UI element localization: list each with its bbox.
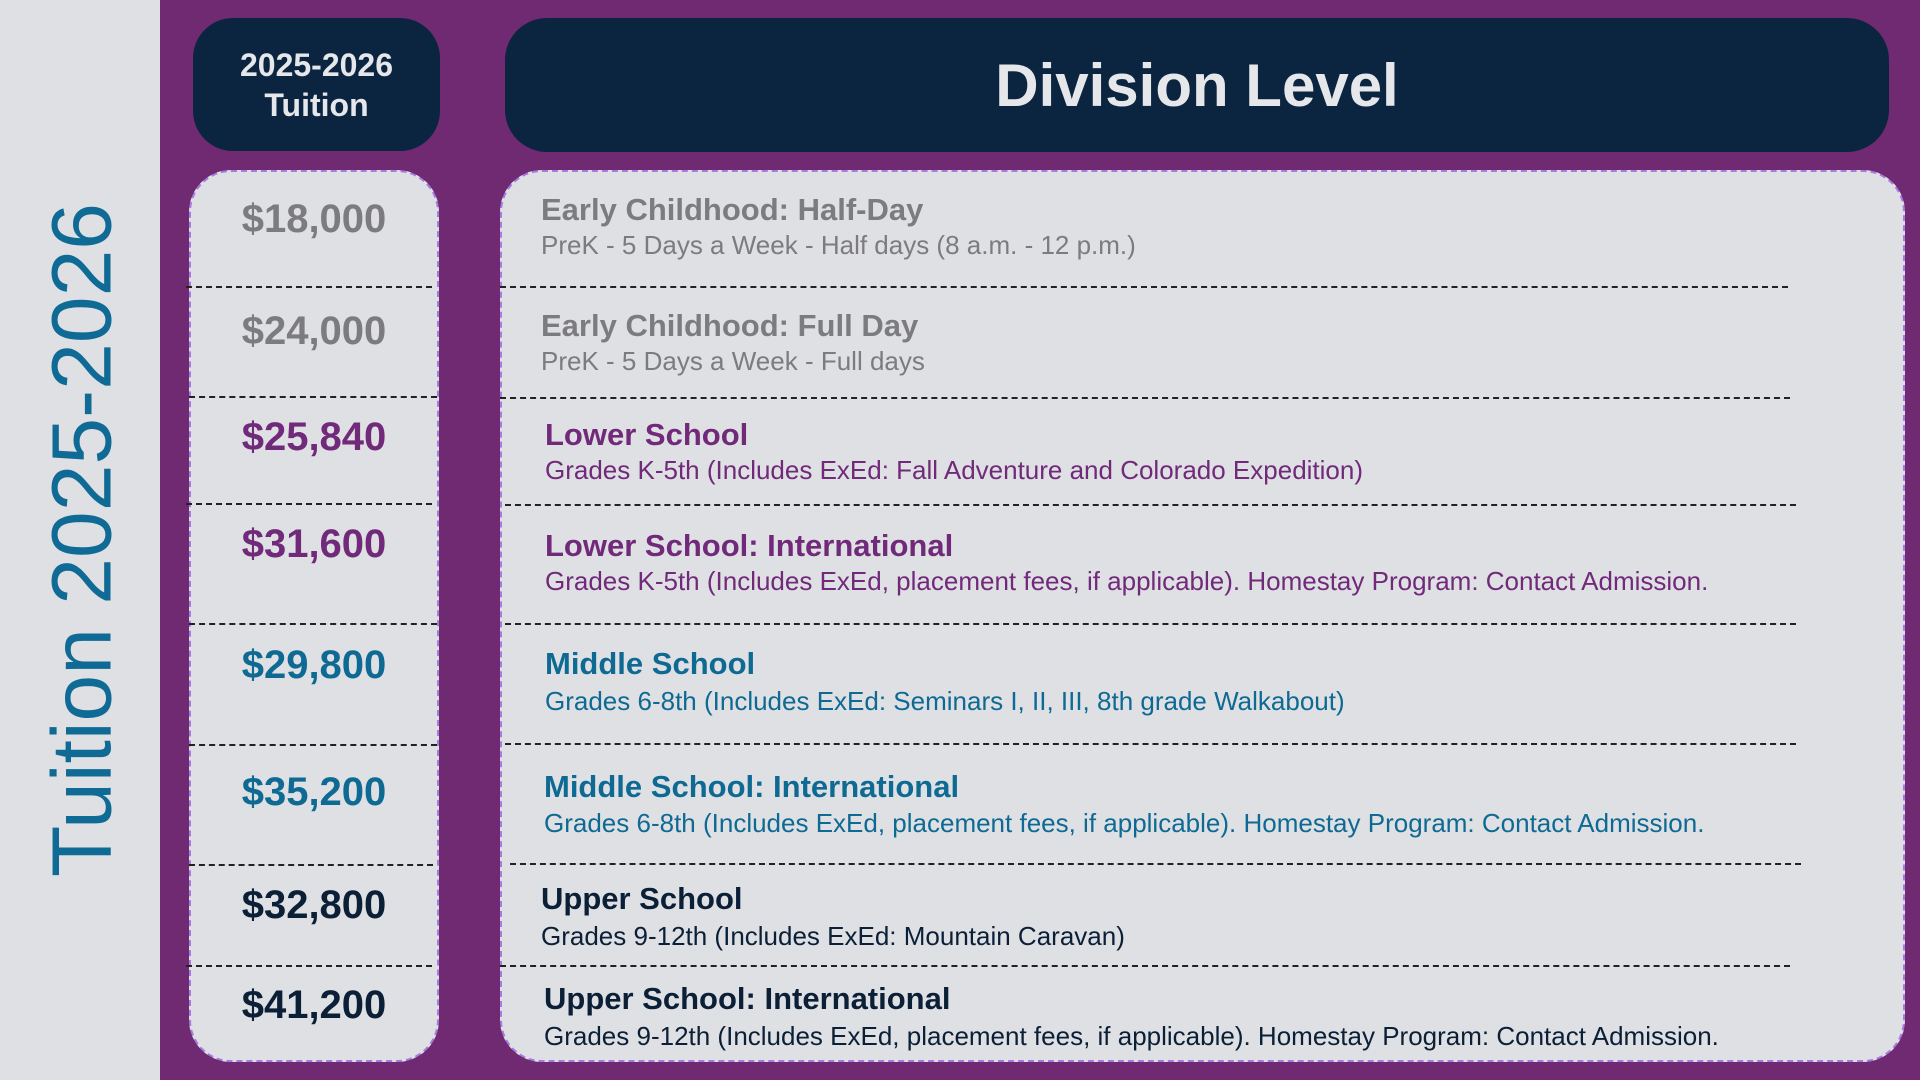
row-divider [510, 863, 1801, 865]
price-divider [189, 864, 433, 866]
division-description: Grades 9-12th (Includes ExEd, placement fees, if applicable). Homestay Program: Contact Admission. [544, 1021, 1719, 1051]
division-title: Middle School [545, 646, 756, 681]
row-divider [500, 286, 1788, 288]
tuition-price: $18,000 [241, 197, 387, 241]
division-title: Middle School: International [544, 769, 960, 804]
division-title: Lower School [545, 417, 749, 452]
division-title: Upper School [541, 881, 743, 916]
tuition-price: $35,200 [241, 770, 387, 814]
division-description: PreK - 5 Days a Week - Full days [541, 346, 925, 376]
price-divider [189, 623, 437, 625]
row-divider [505, 623, 1796, 625]
tuition-price: $29,800 [241, 643, 387, 687]
division-title: Early Childhood: Half-Day [541, 192, 924, 227]
price-divider [189, 396, 437, 398]
division-description: Grades K-5th (Includes ExEd: Fall Adventure and Colorado Expedition) [545, 455, 1364, 485]
division-description: Grades 6-8th (Includes ExEd: Seminars I, II, III, 8th grade Walkabout) [545, 686, 1345, 716]
division-description: Grades 9-12th (Includes ExEd: Mountain Caravan) [541, 921, 1125, 951]
tuition-price: $25,840 [241, 415, 387, 459]
division-description: PreK - 5 Days a Week - Half days (8 a.m. - 12 p.m.) [541, 230, 1136, 260]
side-title: Tuition 2025-2026 [34, 202, 129, 878]
row-divider [505, 504, 1796, 506]
division-title: Lower School: International [545, 528, 954, 563]
tuition-price: $41,200 [241, 983, 387, 1027]
tuition-price: $24,000 [241, 309, 387, 353]
division-title: Early Childhood: Full Day [541, 308, 919, 343]
division-description: Grades 6-8th (Includes ExEd, placement fees, if applicable). Homestay Program: Contact Admission. [544, 808, 1705, 838]
price-divider [189, 744, 437, 746]
tuition-price: $32,800 [241, 883, 387, 927]
price-divider [186, 286, 432, 288]
tuition-price: $31,600 [241, 522, 387, 566]
row-divider [505, 743, 1796, 745]
division-description: Grades K-5th (Includes ExEd, placement fees, if applicable). Homestay Program: Contact Admission. [545, 566, 1709, 596]
price-divider [186, 965, 432, 967]
division-header: Division Level [505, 18, 1889, 152]
price-divider [186, 503, 432, 505]
price-panel [189, 170, 439, 1062]
tuition-header-year: 2025-2026 [239, 46, 394, 83]
row-divider [500, 965, 1790, 967]
tuition-header [193, 18, 440, 151]
row-divider [500, 397, 1790, 399]
division-title: Upper School: International [544, 981, 951, 1016]
tuition-header-label: Tuition [264, 86, 369, 123]
